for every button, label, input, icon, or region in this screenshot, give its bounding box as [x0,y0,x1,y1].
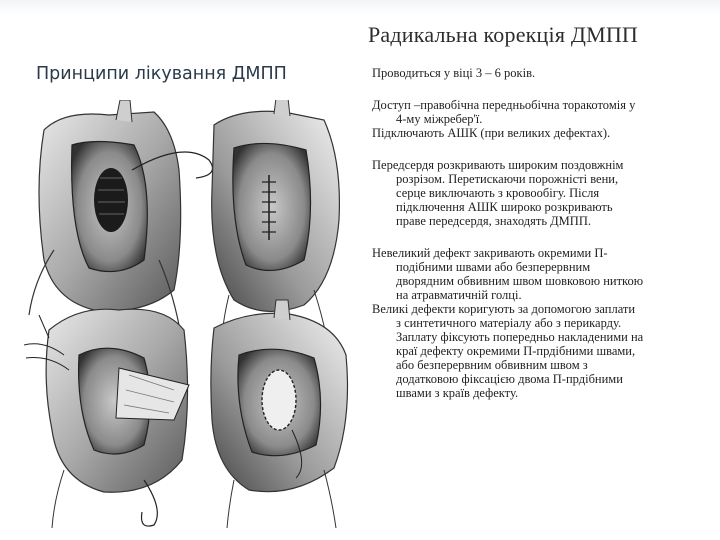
text-line: з синтетичного матеріалу або з перикарду. [396,316,622,330]
text-line: Заплату фіксують попередньо накладеними на [396,330,644,344]
surgical-illustrations [24,100,354,530]
text-line: Проводиться у віці 3 – 6 років. [372,66,536,80]
text-line: серце виключають з кровообігу. Після [396,186,600,200]
slide-title: Радикальна корекція ДМПП [368,22,639,47]
text-line: додатковою фіксацією двома П-прдібними [396,372,623,386]
text-line: швами з країв дефекту. [396,386,519,400]
paragraph-large-defect [372,302,702,400]
text-line: краї дефекту окремими П-прдібними швами, [396,344,636,358]
text-line: на атравматичній голці. [396,288,522,302]
text-line: Великі дефекти коригують за допомогою заплати [372,302,636,316]
paragraph-opening [372,158,702,228]
body-text [372,66,702,400]
text-line: 4-му міжребер'ї. [396,112,483,126]
patch-sutured-illustration [211,300,348,528]
text-line: підключення АШК широко розкривають [396,200,613,214]
paragraph-small-defect [372,246,702,302]
patch-placement-illustration [24,309,189,528]
text-line: дворядним обвивним швом шовковою ниткою [396,274,644,288]
text-line: подібними швами або безперервним [396,260,591,274]
slide-subtitle: Принципи лікування ДМПП [36,64,287,84]
top-banner [0,0,720,14]
text-line: Невеликий дефект закривають окремими П- [372,246,608,260]
text-line: або безперервним обвивним швом з [396,358,588,372]
text-line: праве передсердя, знаходять ДМПП. [396,214,591,228]
paragraph-age [372,66,702,80]
text-line: розрізом. Перетискаючи порожністі вени, [396,172,619,186]
text-line: Підключають АШК (при великих дефектах). [372,126,611,140]
atrium-incision-illustration [29,100,212,325]
text-line: Доступ –правобічна передньобічна торакотомія у [372,98,636,112]
text-line: Передсердя розкривають широким поздовжнім [372,158,624,172]
illustrations-svg [24,100,354,530]
paragraph-access [372,98,702,140]
